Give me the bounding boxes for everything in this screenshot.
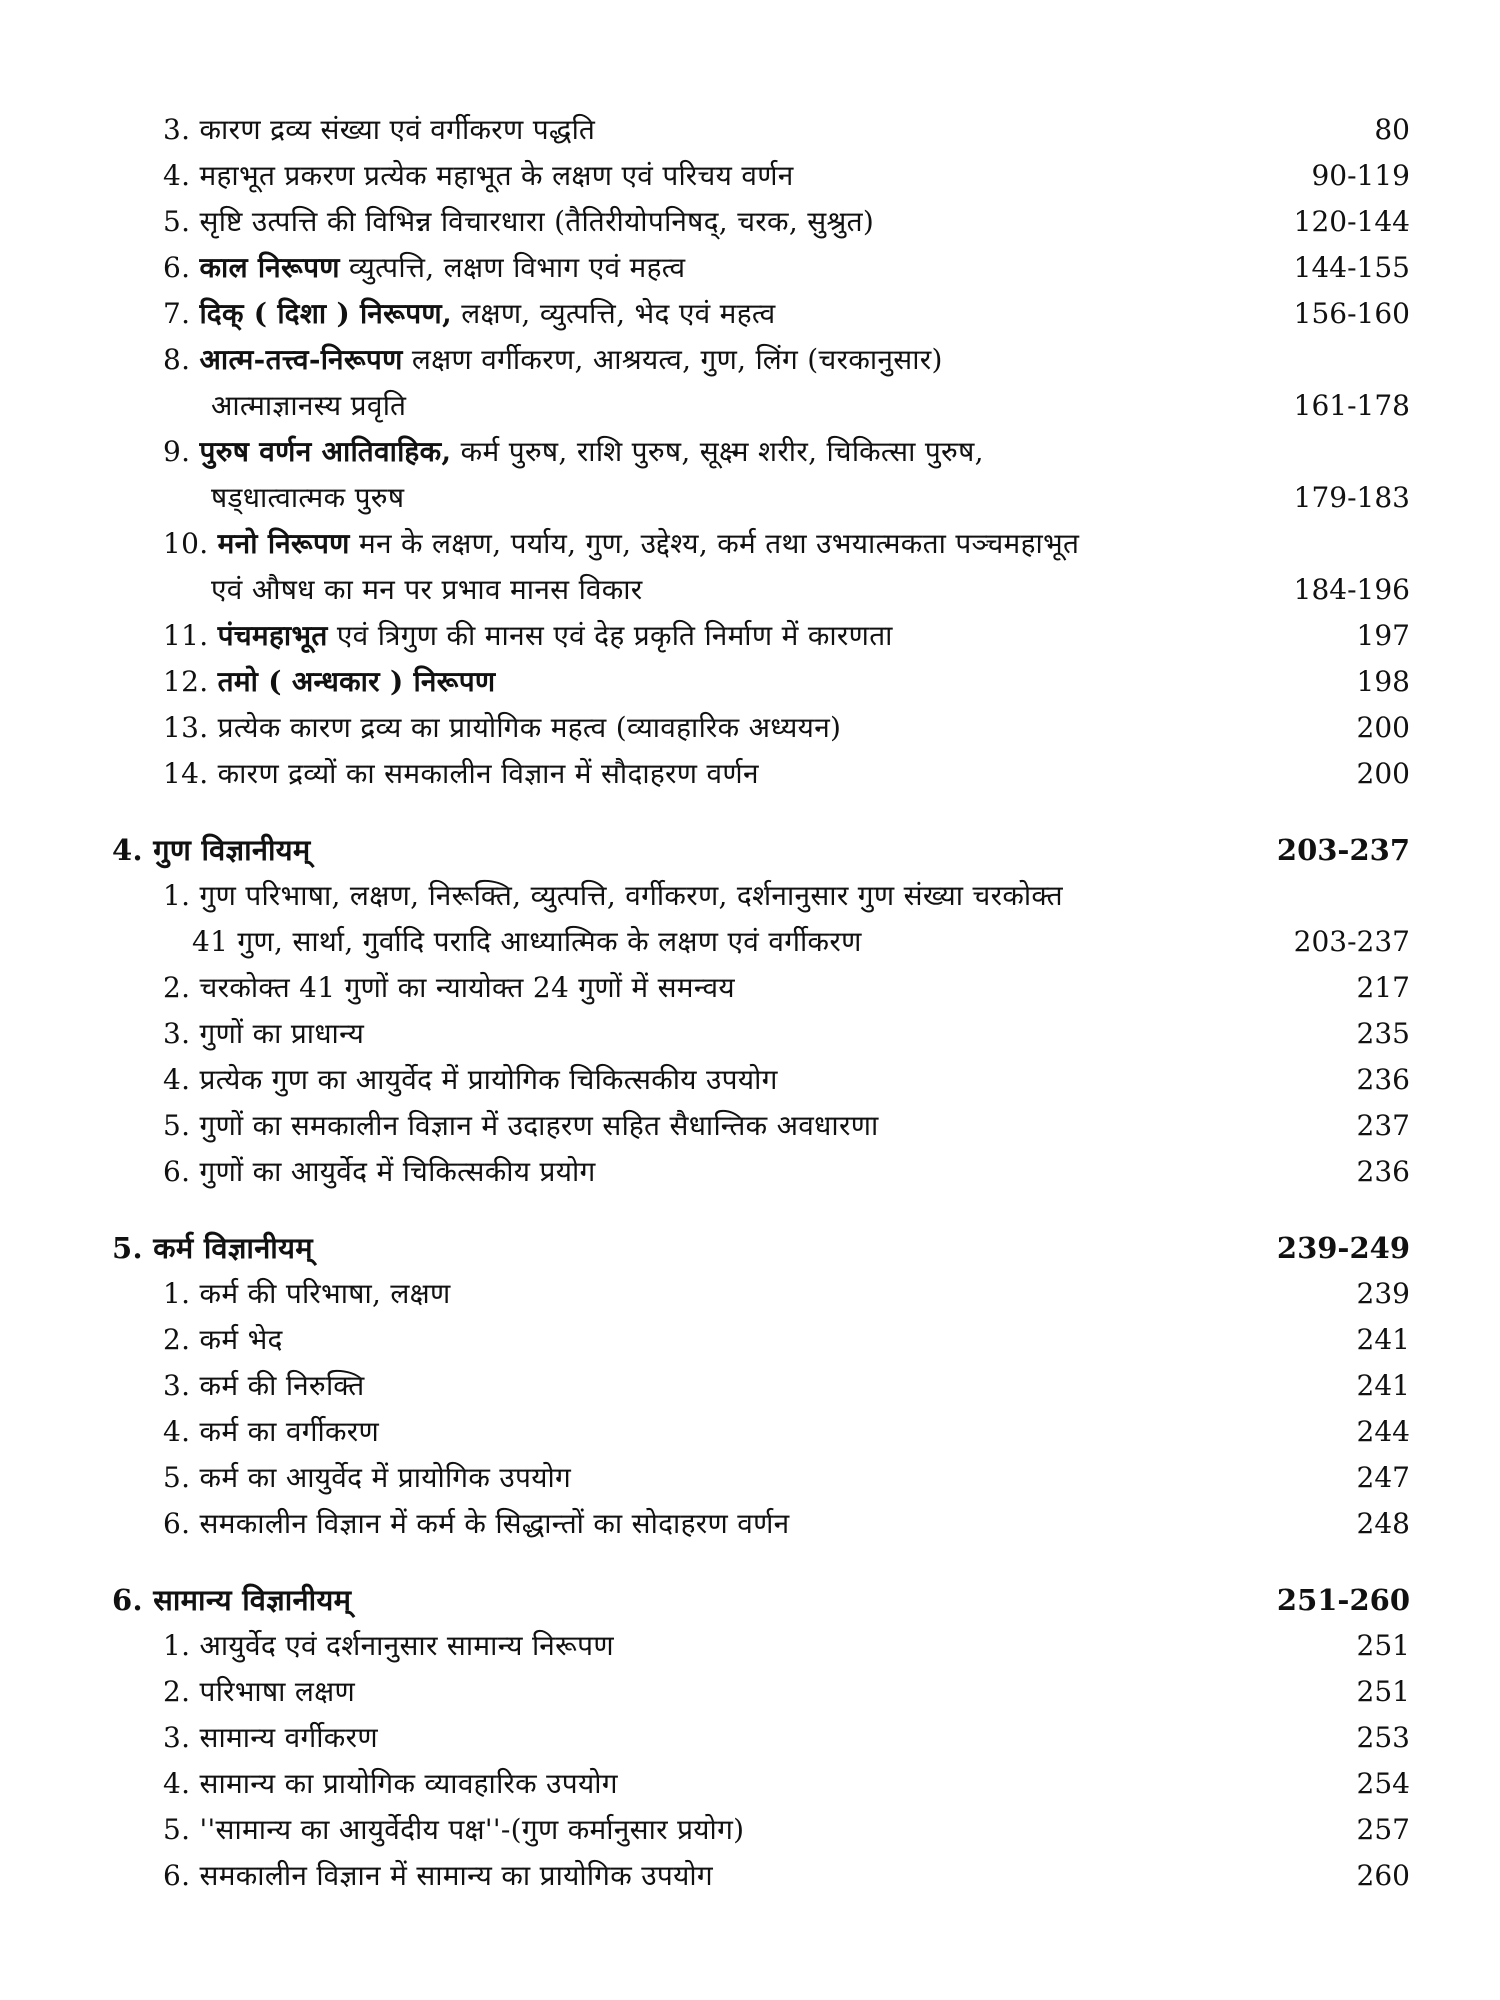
entry-page: 260: [1356, 1859, 1410, 1892]
entry-number: 9.: [163, 435, 191, 468]
entry-text: 2. चरकोक्त 41 गुणों का न्यायोक्त 24 गुणों में समन्वय: [163, 971, 735, 1004]
entry-number: 11.: [163, 619, 209, 652]
toc-entry: [0, 1318, 1500, 1362]
entry-bold-title: काल निरूपण: [199, 251, 340, 284]
entry-text: [163, 246, 685, 290]
entry-text: 5. कर्म का आयुर्वेद में प्रायोगिक उपयोग: [163, 1461, 572, 1494]
entry-bold-title: दिक् ( दिशा ) निरूपण,: [199, 297, 453, 330]
entry-text: 3. सामान्य वर्गीकरण: [163, 1721, 378, 1754]
toc-entry-continuation: [0, 568, 1500, 612]
entry-page: 217: [1356, 971, 1410, 1004]
section-heading: [0, 828, 1500, 872]
section-pages: 203-237: [1276, 833, 1410, 867]
toc-entry: [0, 1364, 1500, 1408]
toc-entry: [0, 752, 1500, 796]
entry-number: 8.: [163, 343, 191, 376]
entry-page: 203-237: [1293, 925, 1410, 958]
entry-rest: मन के लक्षण, पर्याय, गुण, उद्देश्य, कर्म तथा उभयात्मकता पञ्चमहाभूत: [358, 527, 1080, 560]
toc-entry: [0, 1058, 1500, 1102]
entry-bold-title: आत्म-तत्त्व-निरूपण: [199, 343, 403, 376]
entry-text: 13. प्रत्येक कारण द्रव्य का प्रायोगिक महत्व (व्यावहारिक अध्ययन): [163, 711, 842, 744]
toc-entry-continuation: [0, 384, 1500, 428]
entry-page: 156-160: [1293, 297, 1410, 330]
entry-page: 120-144: [1293, 205, 1410, 238]
toc-entry: [0, 874, 1500, 918]
entry-page: 197: [1356, 619, 1410, 652]
entry-text: [163, 522, 1079, 566]
entry-page: 236: [1356, 1063, 1410, 1096]
entry-page: 244: [1356, 1415, 1410, 1448]
entry-text: 2. कर्म भेद: [163, 1323, 283, 1356]
entry-page: 251: [1356, 1675, 1410, 1708]
toc-entry: [0, 200, 1500, 244]
entry-text: 14. कारण द्रव्यों का समकालीन विज्ञान में सौदाहरण वर्णन: [163, 757, 759, 790]
toc-entry: [0, 660, 1500, 704]
entry-text: [163, 430, 984, 474]
entry-text: [163, 660, 495, 704]
entry-page: 200: [1356, 757, 1410, 790]
entry-bold-title: पुरुष वर्णन आतिवाहिक,: [199, 435, 452, 468]
entry-number: 7.: [163, 297, 191, 330]
entry-page: 235: [1356, 1017, 1410, 1050]
toc-entry: [0, 292, 1500, 336]
section-title: 4. गुण विज्ञानीयम्: [112, 833, 311, 867]
entry-rest: कर्म पुरुष, राशि पुरुष, सूक्ष्म शरीर, चिकित्सा पुरुष,: [460, 435, 984, 468]
entry-text-cont: 41 गुण, सार्था, गुर्वादि परादि आध्यात्मिक के लक्षण एवं वर्गीकरण: [192, 925, 862, 958]
entry-page: 248: [1356, 1507, 1410, 1540]
toc-entry: [0, 1104, 1500, 1148]
toc-entry: [0, 1456, 1500, 1500]
entry-page: 257: [1356, 1813, 1410, 1846]
entry-page: 90-119: [1311, 159, 1410, 192]
toc-entry: [0, 1012, 1500, 1056]
toc-entry-continuation: [0, 920, 1500, 964]
entry-page: 144-155: [1293, 251, 1410, 284]
entry-page: 80: [1374, 113, 1410, 146]
entry-page: 241: [1356, 1323, 1410, 1356]
entry-text: 2. परिभाषा लक्षण: [163, 1675, 356, 1708]
toc-entry: [0, 1854, 1500, 1898]
toc-entry: [0, 522, 1500, 566]
entry-page: 179-183: [1293, 481, 1410, 514]
entry-bold-title: तमो ( अन्धकार ) निरूपण: [217, 665, 496, 698]
entry-text: 3. कारण द्रव्य संख्या एवं वर्गीकरण पद्धति: [163, 113, 596, 146]
entry-text: [163, 292, 775, 336]
section-pages: 239-249: [1276, 1231, 1410, 1265]
entry-text: 1. कर्म की परिभाषा, लक्षण: [163, 1277, 451, 1310]
section-heading: [0, 1226, 1500, 1270]
entry-page: 241: [1356, 1369, 1410, 1402]
entry-page: 200: [1356, 711, 1410, 744]
entry-number: 12.: [163, 665, 209, 698]
toc-entry: [0, 108, 1500, 152]
entry-rest: एवं त्रिगुण की मानस एवं देह प्रकृति निर्माण में कारणता: [336, 619, 893, 652]
entry-text: 3. कर्म की निरुक्ति: [163, 1369, 365, 1402]
toc-entry: [0, 1272, 1500, 1316]
entry-page: 254: [1356, 1767, 1410, 1800]
entry-text: [163, 338, 943, 382]
entry-text-cont: आत्माज्ञानस्य प्रवृति: [211, 389, 407, 422]
entry-rest: लक्षण वर्गीकरण, आश्रयत्व, गुण, लिंग (चरकानुसार): [411, 343, 943, 376]
toc-entry-continuation: [0, 476, 1500, 520]
toc-entry: [0, 1150, 1500, 1194]
entry-text-cont: षड्धात्वात्मक पुरुष: [211, 481, 405, 514]
entry-text: 6. समकालीन विज्ञान में सामान्य का प्रायोगिक उपयोग: [163, 1859, 713, 1892]
entry-bold-title: मनो निरूपण: [217, 527, 350, 560]
entry-page: 237: [1356, 1109, 1410, 1142]
section-pages: 251-260: [1276, 1583, 1410, 1617]
entry-page: 184-196: [1293, 573, 1410, 606]
entry-rest: व्युत्पत्ति, लक्षण विभाग एवं महत्व: [349, 251, 686, 284]
section-title: 5. कर्म विज्ञानीयम्: [112, 1231, 313, 1265]
entry-text: 6. समकालीन विज्ञान में कर्म के सिद्धान्तों का सोदाहरण वर्णन: [163, 1507, 790, 1540]
entry-page: 198: [1356, 665, 1410, 698]
toc-entry: [0, 338, 1500, 382]
toc-entry: [0, 1410, 1500, 1454]
entry-number: 6.: [163, 251, 191, 284]
toc-entry: [0, 614, 1500, 658]
entry-page: 253: [1356, 1721, 1410, 1754]
toc-entry: [0, 430, 1500, 474]
entry-text: 4. प्रत्येक गुण का आयुर्वेद में प्रायोगिक चिकित्सकीय उपयोग: [163, 1063, 778, 1096]
entry-text: [163, 614, 893, 658]
entry-text: 4. कर्म का वर्गीकरण: [163, 1415, 380, 1448]
entry-page: 161-178: [1293, 389, 1410, 422]
entry-text: 1. आयुर्वेद एवं दर्शनानुसार सामान्य निरूपण: [163, 1629, 614, 1662]
entry-text: 1. गुण परिभाषा, लक्षण, निरूक्ति, व्युत्पत्ति, वर्गीकरण, दर्शनानुसार गुण संख्या चरकोक्त: [163, 879, 1063, 912]
toc-entry: [0, 154, 1500, 198]
entry-page: 239: [1356, 1277, 1410, 1310]
toc-entry: [0, 706, 1500, 750]
toc-entry: [0, 246, 1500, 290]
entry-text: 4. सामान्य का प्रायोगिक व्यावहारिक उपयोग: [163, 1767, 618, 1800]
toc-entry: [0, 966, 1500, 1010]
entry-bold-title: पंचमहाभूत: [217, 619, 328, 652]
entry-page: 236: [1356, 1155, 1410, 1188]
entry-number: 10.: [163, 527, 209, 560]
entry-text: 3. गुणों का प्राधान्य: [163, 1017, 365, 1050]
toc-entry: [0, 1624, 1500, 1668]
entry-page: 247: [1356, 1461, 1410, 1494]
section-title: 6. सामान्य विज्ञानीयम्: [112, 1583, 352, 1617]
entry-text: 5. ''सामान्य का आयुर्वेदीय पक्ष''-(गुण कर्मानुसार प्रयोग): [163, 1813, 745, 1846]
toc-entry: [0, 1762, 1500, 1806]
toc-entry: [0, 1808, 1500, 1852]
entry-text: 5. सृष्टि उत्पत्ति की विभिन्न विचारधारा (तैतिरीयोपनिषद्, चरक, सुश्रुत): [163, 205, 875, 238]
toc-entry: [0, 1670, 1500, 1714]
entry-text: 5. गुणों का समकालीन विज्ञान में उदाहरण सहित सैधान्तिक अवधारणा: [163, 1109, 879, 1142]
toc-entry: [0, 1716, 1500, 1760]
toc-entry: [0, 1502, 1500, 1546]
entry-text: 6. गुणों का आयुर्वेद में चिकित्सकीय प्रयोग: [163, 1155, 596, 1188]
entry-page: 251: [1356, 1629, 1410, 1662]
entry-rest: लक्षण, व्युत्पत्ति, भेद एवं महत्व: [461, 297, 776, 330]
section-heading: [0, 1578, 1500, 1622]
entry-text-cont: एवं औषध का मन पर प्रभाव मानस विकार: [211, 573, 643, 606]
entry-text: 4. महाभूत प्रकरण प्रत्येक महाभूत के लक्षण एवं परिचय वर्णन: [163, 159, 794, 192]
